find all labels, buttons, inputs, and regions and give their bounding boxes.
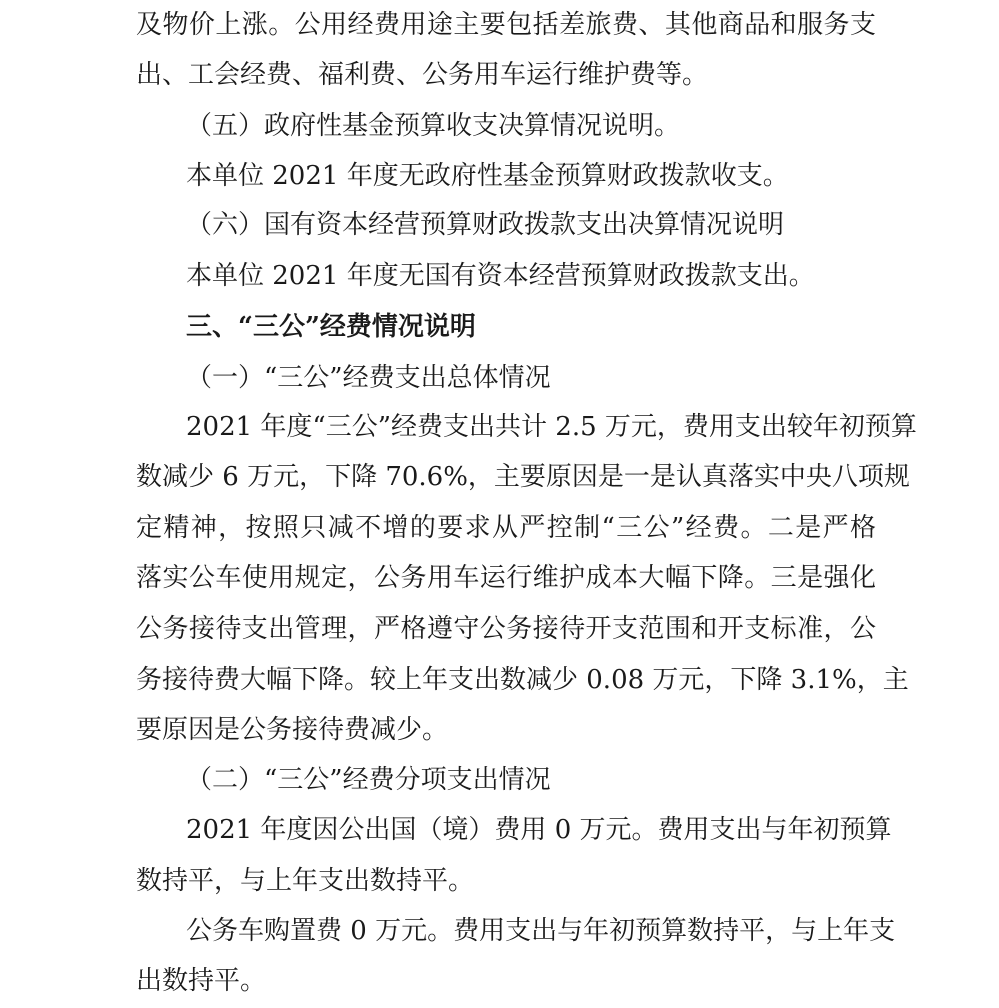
body-text-line: 出数持平。	[136, 966, 267, 996]
body-text-line: 数减少 6 万元，下降 70.6%，主要原因是一是认真落实中央八项规	[136, 462, 910, 492]
body-text-line: 落实公车使用规定，公务用车运行维护成本大幅下降。三是强化	[136, 563, 876, 593]
body-text-line: 公务车购置费 0 万元。费用支出与年初预算数持平，与上年支	[186, 916, 896, 946]
body-text-line: 数持平，与上年支出数持平。	[136, 866, 475, 896]
body-text-line: 要原因是公务接待费减少。	[136, 715, 449, 745]
section-heading-5: （五）政府性基金预算收支决算情况说明。	[186, 111, 681, 141]
section-heading-1: （一）“三公”经费支出总体情况	[186, 363, 551, 393]
section-heading-6: （六）国有资本经营预算财政拨款支出决算情况说明	[186, 210, 785, 240]
chapter-heading-3: 三、“三公”经费情况说明	[186, 312, 476, 342]
body-text-line: 公务接待支出管理，严格遵守公务接待开支范围和开支标准，公	[136, 614, 876, 644]
section-heading-2: （二）“三公”经费分项支出情况	[186, 765, 551, 795]
body-text-line: 本单位 2021 年度无国有资本经营预算财政拨款支出。	[186, 261, 815, 291]
body-text-line: 本单位 2021 年度无政府性基金预算财政拨款收支。	[186, 161, 789, 191]
body-text-line: 出、工会经费、福利费、公务用车运行维护费等。	[136, 60, 709, 90]
body-text-line: 务接待费大幅下降。较上年支出数减少 0.08 万元，下降 3.1%，主	[136, 665, 909, 695]
body-text-line: 2021 年度因公出国（境）费用 0 万元。费用支出与年初预算	[186, 815, 892, 845]
body-text-line: 及物价上涨。公用经费用途主要包括差旅费、其他商品和服务支	[136, 10, 876, 40]
body-text-line: 2021 年度“三公”经费支出共计 2.5 万元，费用支出较年初预算	[186, 412, 917, 442]
body-text-line: 定精神，按照只减不增的要求从严控制“三公”经费。二是严格	[136, 513, 876, 543]
